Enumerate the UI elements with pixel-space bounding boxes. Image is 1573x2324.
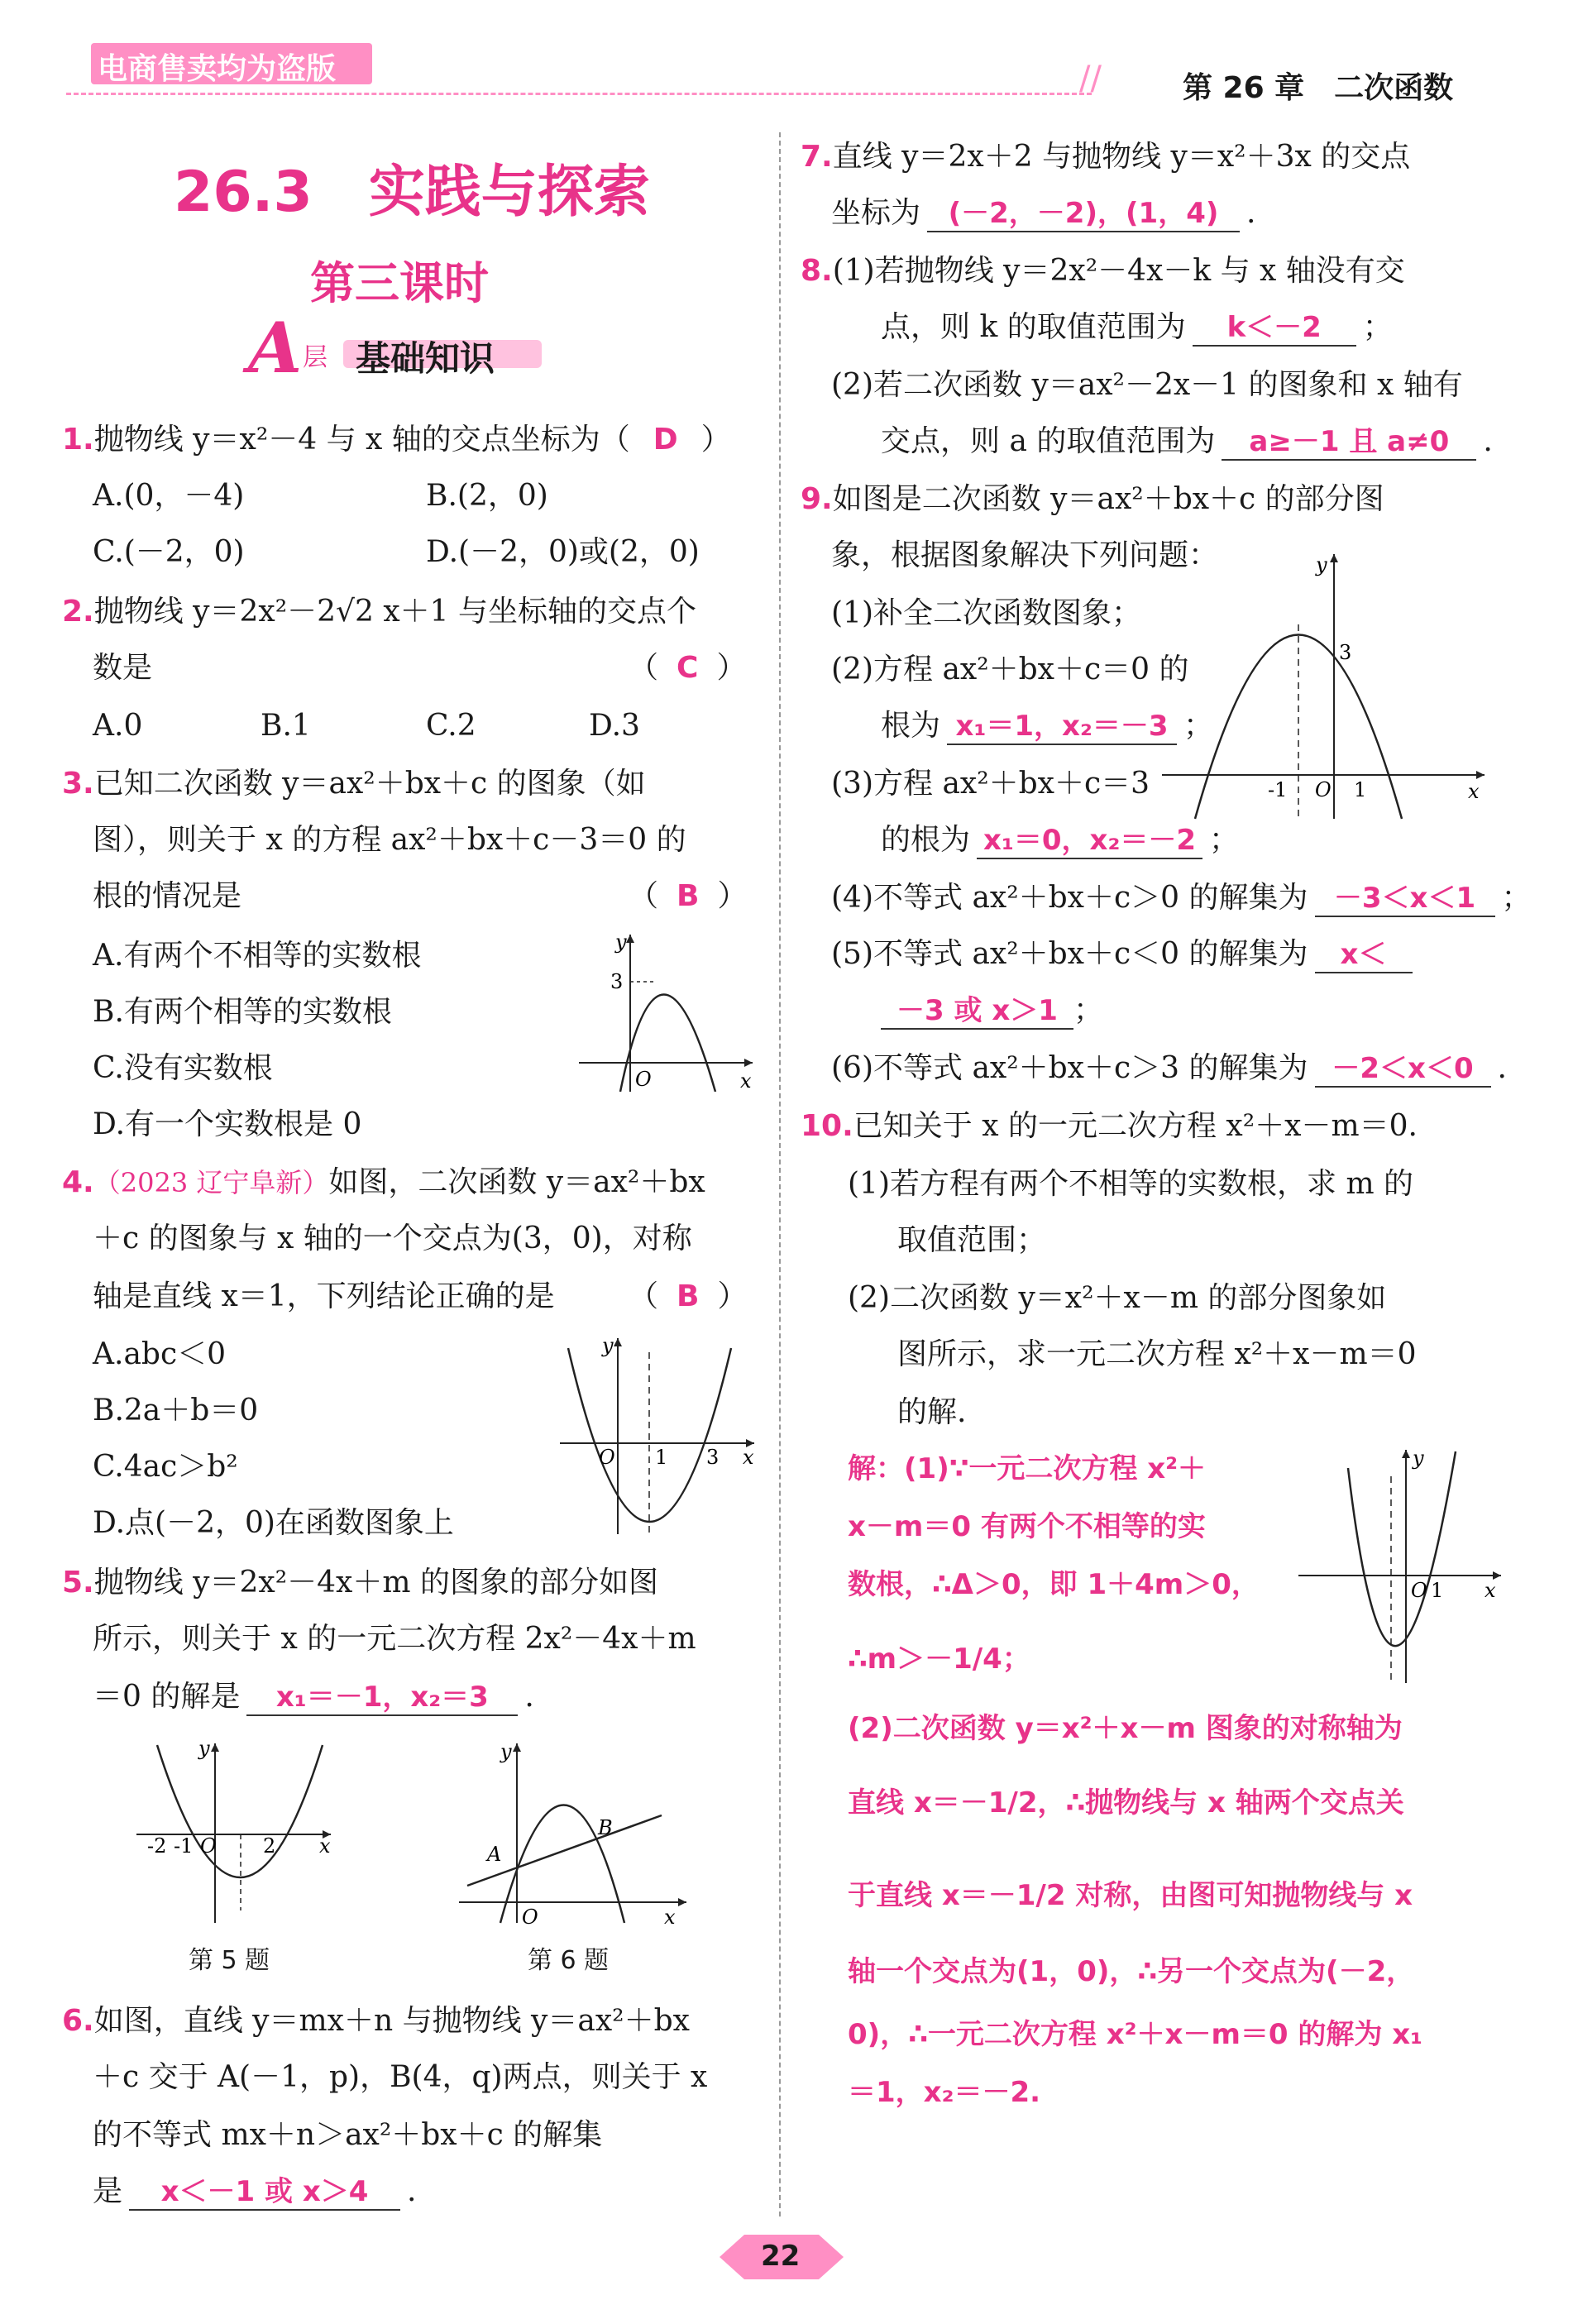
q9-graph-origin: O xyxy=(1315,778,1332,801)
q2-answer: C xyxy=(677,651,699,685)
q5-graph-tick-2: 2 xyxy=(263,1834,276,1858)
q10-p1-line1: (1)若方程有两个不相等的实数根，求 m 的 xyxy=(848,1167,1414,1201)
q10-solution-1: 解：(1)∵一元二次方程 x²＋ xyxy=(848,1452,1207,1485)
q10-solution-5: (2)二次函数 y＝x²＋x－m 图象的对称轴为 xyxy=(848,1712,1403,1745)
q9-p6: (6)不等式 ax²＋bx＋c＞3 的解集为 －2＜x＜0 . xyxy=(831,1050,1507,1088)
q3-option-c: C.没有实数根 xyxy=(93,1051,273,1085)
q10-solution-9: 0)，∴一元二次方程 x²＋x－m＝0 的解为 x₁ xyxy=(848,2018,1423,2051)
q6-graph-point-b: B xyxy=(598,1816,613,1839)
q8-p1-answer: k＜－2 xyxy=(1193,311,1356,347)
q6-graph-y-label: y xyxy=(500,1740,512,1763)
q9-stem-2: 象，根据图象解决下列问题： xyxy=(831,538,1219,572)
lesson-title: 第三课时 xyxy=(310,257,489,309)
q4-answer: B xyxy=(677,1279,700,1313)
q4-graph xyxy=(556,1332,763,1538)
q10-p1-line2: 取值范围； xyxy=(897,1223,1047,1257)
q5-stem-2: 所示，则关于 x 的一元二次方程 2x²－4x＋m xyxy=(93,1622,696,1656)
q9-graph-tick-m1: -1 xyxy=(1268,778,1288,801)
q10-p2-line1: (2)二次函数 y＝x²＋x－m 的部分图象如 xyxy=(848,1281,1387,1315)
q7-stem-2: 坐标为 (－2，－2)，(1，4) . xyxy=(831,195,1255,232)
q1-option-d: D.(－2，0)或(2，0) xyxy=(426,535,700,569)
q4-option-d: D.点(－2，0)在函数图象上 xyxy=(93,1506,454,1540)
q3-graph xyxy=(579,930,761,1092)
q2-stem-1: 2.抛物线 y＝2x²－2√2 x＋1 与坐标轴的交点个 xyxy=(62,595,696,629)
q5-graph-origin: O xyxy=(200,1834,217,1858)
q3-stem-2: 图），则关于 x 的方程 ax²＋bx＋c－3＝0 的 xyxy=(93,823,686,857)
q5-graph-caption: 第 5 题 xyxy=(189,1946,270,1975)
q1-answer: D xyxy=(653,423,678,457)
q10-graph-tick-1: 1 xyxy=(1431,1579,1444,1602)
q3-graph-x-label: x xyxy=(740,1069,752,1092)
q6-graph-caption: 第 6 题 xyxy=(528,1946,610,1975)
q8-p2-line1: (2)若二次函数 y＝ax²－2x－1 的图象和 x 轴有 xyxy=(831,368,1463,402)
q5-graph-tick-m2: -2 xyxy=(147,1834,167,1858)
q3-option-b: B.有两个相等的实数根 xyxy=(93,995,392,1029)
q10-graph-origin: O xyxy=(1411,1579,1427,1602)
q10-solution-7: 于直线 x＝－1/2 对称，由图可知抛物线与 x xyxy=(848,1879,1413,1912)
q1-stem: 1.抛物线 y＝x²－4 与 x 轴的交点坐标为（ D ） xyxy=(62,423,731,457)
q9-p5-line2: －3 或 x＞1 ； xyxy=(881,992,1103,1030)
q2-stem-2: 数是 xyxy=(93,651,153,685)
q4-option-a: A.abc＜0 xyxy=(93,1337,227,1371)
q2-option-a: A.0 xyxy=(93,709,143,743)
q7-answer: (－2，－2)，(1，4) xyxy=(927,197,1240,232)
q4-option-c: C.4ac＞b² xyxy=(93,1450,238,1484)
q9-p4: (4)不等式 ax²＋bx＋c＞0 的解集为 －3＜x＜1 ； xyxy=(831,880,1532,917)
q3-graph-origin: O xyxy=(635,1068,652,1091)
q4-stem-1: 4.（2023 辽宁阜新）如图，二次函数 y＝ax²＋bx xyxy=(62,1165,705,1199)
q3-stem-3: 根的情况是 xyxy=(93,879,242,913)
q1-option-a: A.(0，－4) xyxy=(93,479,245,513)
q9-graph-tick-3: 3 xyxy=(1339,641,1352,664)
q9-p6-answer: －2＜x＜0 xyxy=(1315,1052,1491,1088)
chapter-title: 第 26 章 二次函数 xyxy=(1183,71,1454,105)
level-char: 层 xyxy=(303,343,328,372)
header-slash-icon: // xyxy=(1079,60,1102,98)
q2-option-c: C.2 xyxy=(426,709,476,743)
q2-option-d: D.3 xyxy=(589,709,640,743)
q5-answer: x₁＝－1，x₂＝3 xyxy=(246,1681,518,1716)
q6-stem-4: 是 x＜－1 或 x＞4 . xyxy=(93,2173,416,2211)
q9-stem-1: 9.如图是二次函数 y＝ax²＋bx＋c 的部分图 xyxy=(801,482,1384,516)
q4-answer-bracket: （ B ） xyxy=(629,1279,748,1313)
q3-graph-tick: 3 xyxy=(610,970,624,993)
q6-graph-x-label: x xyxy=(664,1906,676,1927)
q9-p5-answer-2: －3 或 x＞1 xyxy=(881,994,1073,1030)
q9-p2-line1: (2)方程 ax²＋bx＋c＝0 的 xyxy=(831,653,1189,686)
section-title: 26.3 实践与探索 xyxy=(174,160,650,225)
q9-p3-line1: (3)方程 ax²＋bx＋c＝3 xyxy=(831,767,1150,801)
q5-stem-1: 5.抛物线 y＝2x²－4x＋m 的图象的部分如图 xyxy=(62,1566,658,1600)
q10-p2-line2: 图所示，求一元二次方程 x²＋x－m＝0 xyxy=(897,1337,1417,1371)
q10-solution-4: ∴m＞－1/4； xyxy=(848,1643,1030,1676)
q10-graph-x-label: x xyxy=(1485,1579,1496,1602)
level-badge xyxy=(248,307,579,389)
q6-graph-origin: O xyxy=(522,1906,538,1927)
q9-p3-line2: 的根为 x₁＝0，x₂＝－2 ； xyxy=(881,822,1239,859)
q10-graph xyxy=(1298,1443,1505,1691)
q10-solution-10: ＝1，x₂＝－2. xyxy=(848,2076,1041,2109)
q5-graph xyxy=(132,1737,339,1931)
q3-answer: B xyxy=(677,879,700,913)
q4-graph-tick-1: 1 xyxy=(655,1446,668,1469)
q10-solution-3: 数根，∴Δ＞0，即 1＋4m＞0， xyxy=(848,1568,1260,1601)
q4-stem-3: 轴是直线 x＝1，下列结论正确的是 xyxy=(93,1279,555,1313)
q9-p2-answer: x₁＝1，x₂＝－3 xyxy=(947,710,1177,745)
q6-stem-2: ＋c 交于 A(－1，p)，B(4，q)两点，则关于 x xyxy=(93,2060,708,2094)
q9-p3-answer: x₁＝0，x₂＝－2 xyxy=(977,824,1202,859)
q1-option-c: C.(－2，0) xyxy=(93,535,245,569)
q3-option-d: D.有一个实数根是 0 xyxy=(93,1107,362,1141)
q3-graph-y-label: y xyxy=(615,930,627,954)
q6-graph-point-a: A xyxy=(487,1843,502,1866)
q9-graph xyxy=(1162,550,1493,823)
q1-option-b: B.(2，0) xyxy=(426,479,548,513)
level-letter: A xyxy=(248,307,303,389)
q4-graph-tick-3: 3 xyxy=(706,1446,720,1469)
q5-stem-3: ＝0 的解是 x₁＝－1，x₂＝3 . xyxy=(93,1679,534,1716)
column-divider xyxy=(779,132,781,2216)
header-rule xyxy=(66,93,1092,95)
q10-graph-y-label: y xyxy=(1413,1447,1424,1470)
q8-p2-answer: a≥－1 且 a≠0 xyxy=(1222,425,1476,461)
q10-solution-2: x－m＝0 有两个不相等的实 xyxy=(848,1510,1206,1543)
q10-solution-6: 直线 x＝－1/2，∴抛物线与 x 轴两个交点关 xyxy=(848,1786,1404,1820)
q8-p2-line2: 交点，则 a 的取值范围为 a≥－1 且 a≠0 . xyxy=(881,423,1493,461)
q9-p5-line1: (5)不等式 ax²＋bx＋c＜0 的解集为 x＜ xyxy=(831,936,1413,973)
level-label: 基础知识 xyxy=(356,338,495,379)
q7-stem-1: 7.直线 y＝2x＋2 与抛物线 y＝x²＋3x 的交点 xyxy=(801,140,1411,174)
watermark-text: 电商售卖均为盗版 xyxy=(98,52,337,86)
q9-graph-y-label: y xyxy=(1316,553,1327,576)
q9-p2-line2: 根为 x₁＝1，x₂＝－3 ； xyxy=(881,708,1213,745)
q4-source: （2023 辽宁阜新） xyxy=(93,1167,329,1198)
q10-p2-line3: 的解. xyxy=(897,1395,967,1429)
page-number: 22 xyxy=(761,2240,801,2273)
q5-graph-tick-m1: -1 xyxy=(174,1834,194,1858)
q4-graph-origin: O xyxy=(599,1446,615,1469)
q3-option-a: A.有两个不相等的实数根 xyxy=(93,939,422,973)
q6-answer: x＜－1 或 x＞4 xyxy=(129,2175,400,2211)
q3-answer-bracket: （ B ） xyxy=(629,879,748,913)
q6-stem-1: 6.如图，直线 y＝mx＋n 与抛物线 y＝ax²＋bx xyxy=(62,2004,690,2038)
q6-graph xyxy=(459,1737,699,1927)
q9-graph-x-label: x xyxy=(1468,780,1480,803)
q8-p1-line2: 点，则 k 的取值范围为 k＜－2 ； xyxy=(881,309,1393,347)
q8-p1-line1: 8.(1)若抛物线 y＝2x²－4x－k 与 x 轴没有交 xyxy=(801,254,1405,288)
q10-stem: 10.已知关于 x 的一元二次方程 x²＋x－m＝0. xyxy=(801,1109,1418,1143)
q9-p4-answer: －3＜x＜1 xyxy=(1315,882,1495,917)
q10-solution-8: 轴一个交点为(1，0)，∴另一个交点为(－2， xyxy=(848,1955,1415,1988)
q2-option-b: B.1 xyxy=(261,709,311,743)
q4-graph-y-label: y xyxy=(602,1334,614,1357)
q4-graph-x-label: x xyxy=(743,1446,754,1469)
q4-option-b: B.2a＋b＝0 xyxy=(93,1394,259,1427)
q2-answer-bracket: （ C ） xyxy=(629,651,747,685)
q9-graph-tick-1: 1 xyxy=(1354,778,1367,801)
q9-p1: (1)补全二次函数图象； xyxy=(831,596,1141,630)
q5-graph-x-label: x xyxy=(319,1834,331,1858)
q6-stem-3: 的不等式 mx＋n＞ax²＋bx＋c 的解集 xyxy=(93,2118,603,2152)
q9-p5-answer-1: x＜ xyxy=(1315,938,1413,973)
q4-stem-2: ＋c 的图象与 x 轴的一个交点为(3，0)，对称 xyxy=(93,1222,692,1255)
q3-stem-1: 3.已知二次函数 y＝ax²＋bx＋c 的图象（如 xyxy=(62,767,646,801)
q5-graph-y-label: y xyxy=(198,1737,210,1760)
